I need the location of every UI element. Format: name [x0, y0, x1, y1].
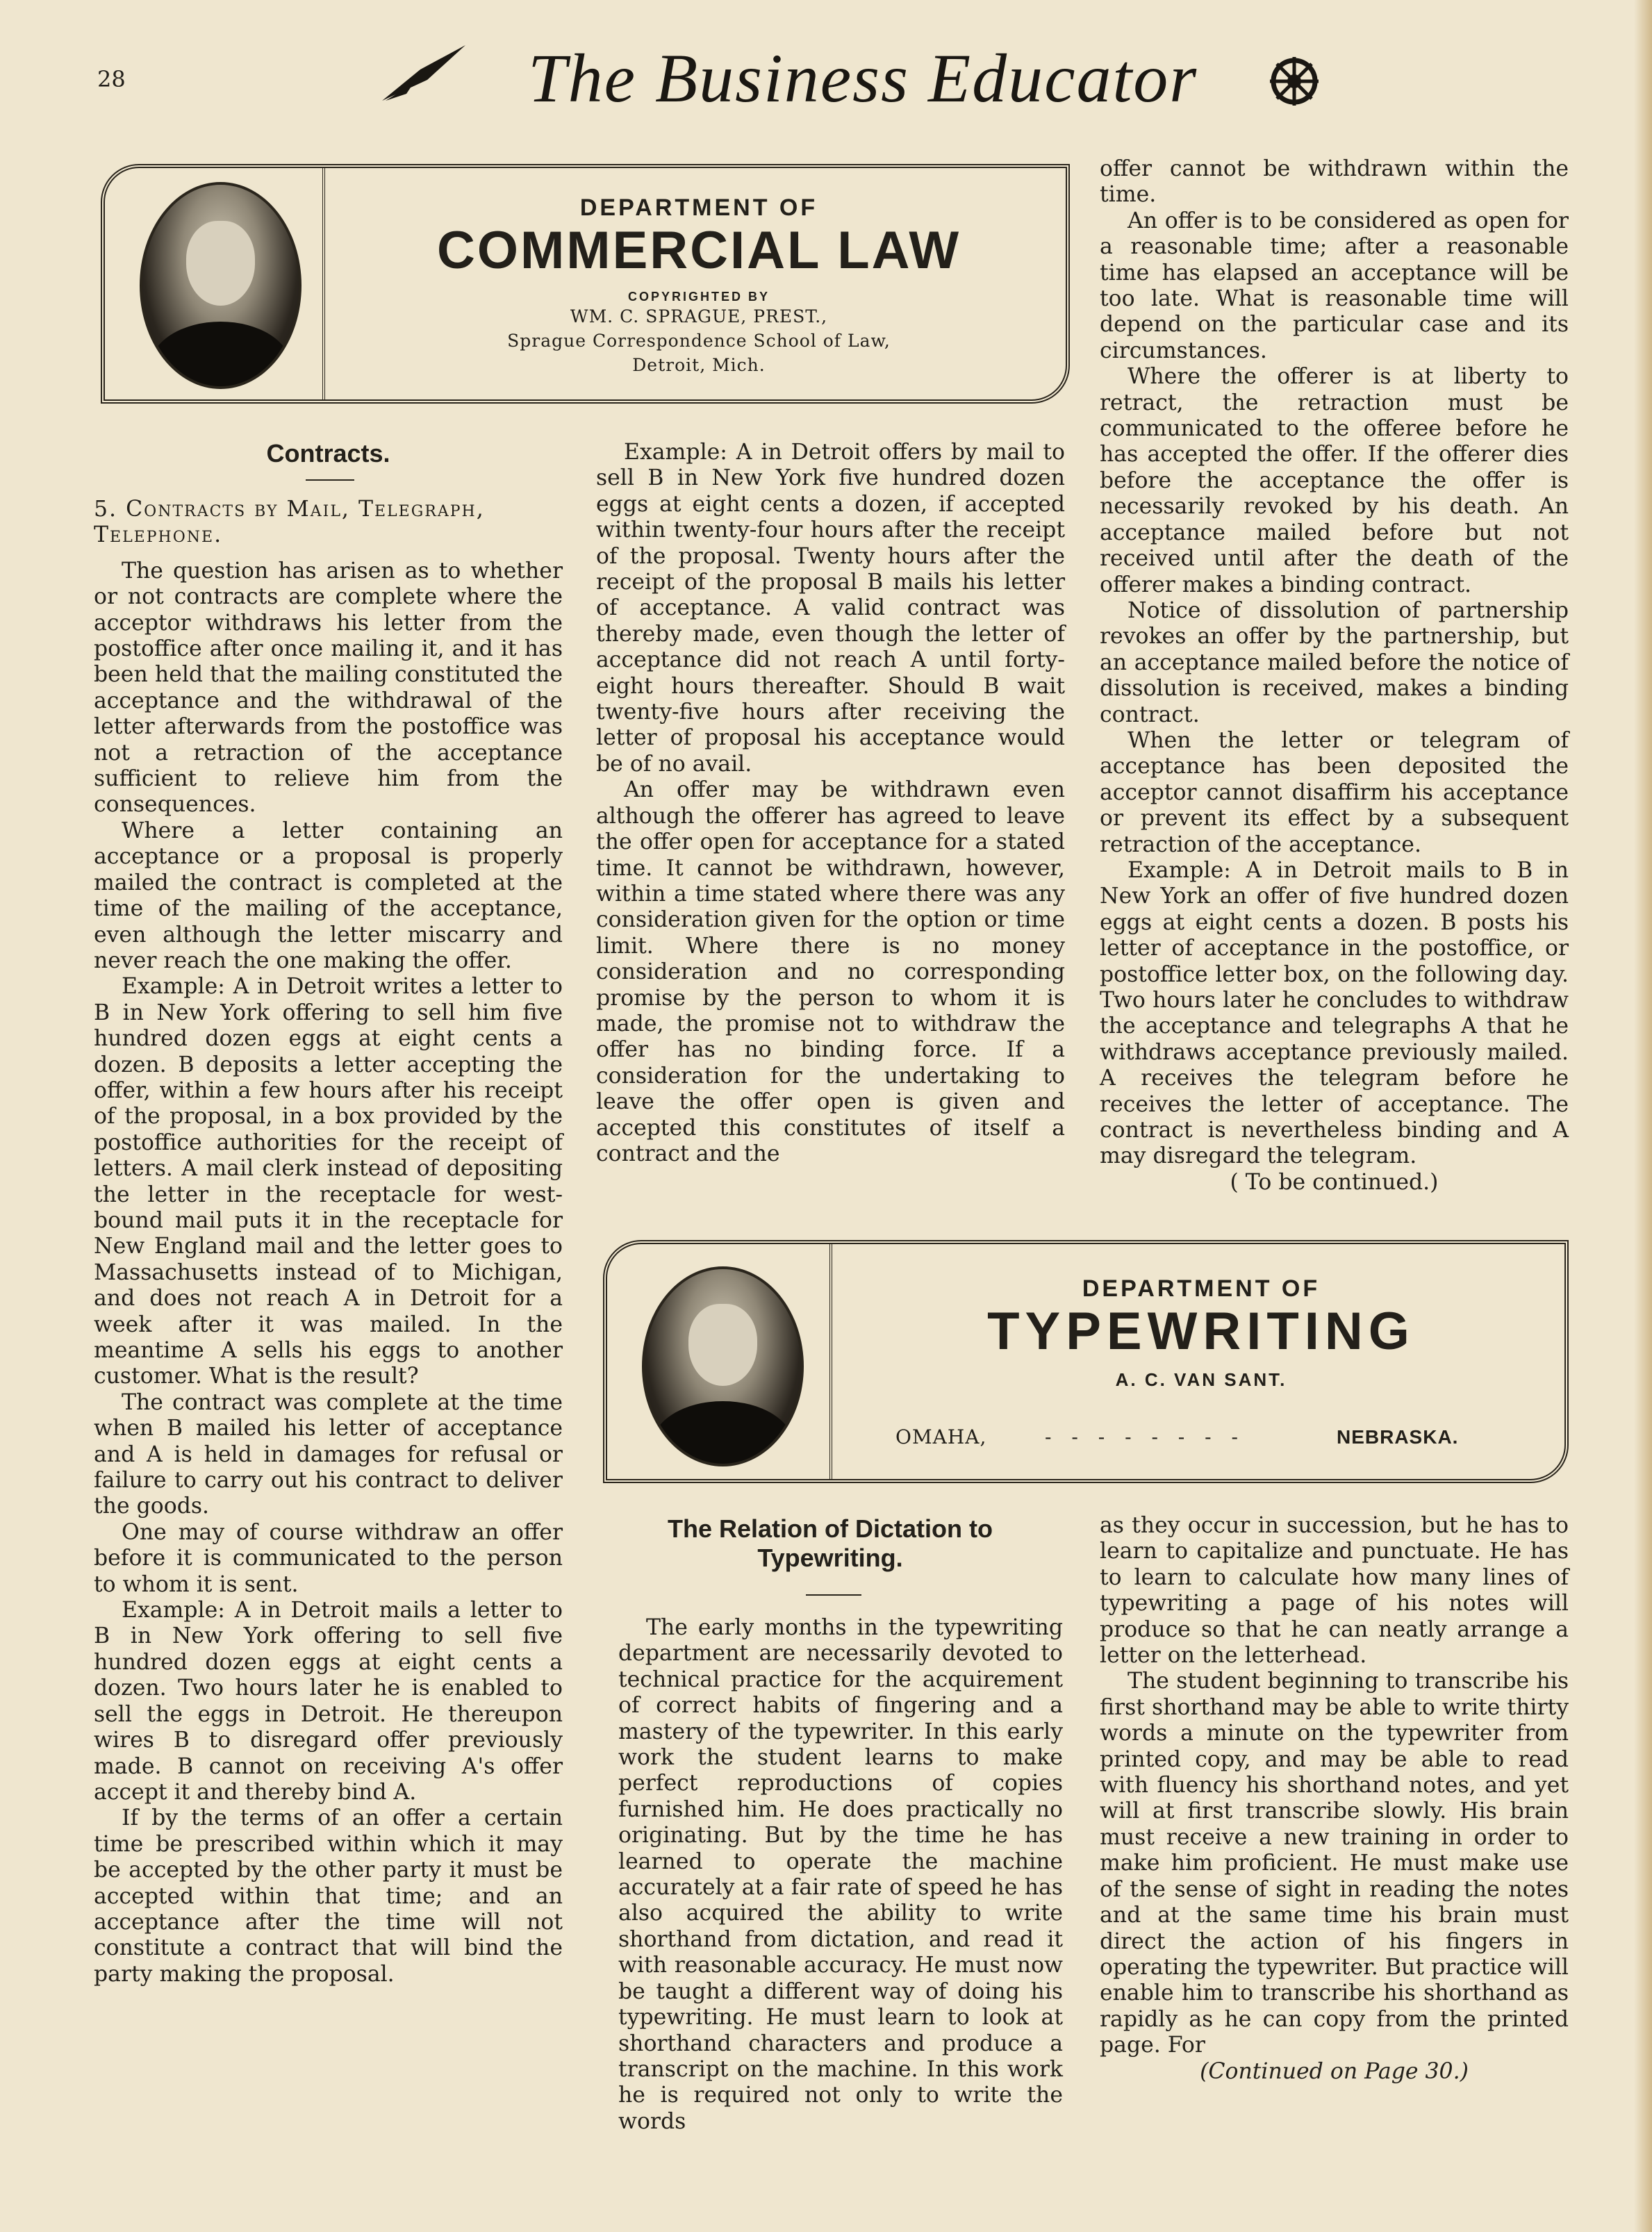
commercial-law-box — [101, 164, 1070, 404]
continued-note: (Continued on Page 30.) — [1200, 2058, 1469, 2084]
portrait-image — [642, 1266, 804, 1466]
dept-label: DEPARTMENT OF — [579, 195, 818, 221]
contracts-column-3 — [1100, 156, 1569, 1196]
paragraph: If by the terms of an offer a certain time be prescribed within which it may be accepted by the other party it must be accepted within that time; and an acceptance after the time will not constitute a contract that will bind the party making the proposal. — [94, 1805, 563, 1987]
page-number: 28 — [97, 66, 126, 92]
author-line: A. C. VAN SANT. — [1115, 1369, 1287, 1390]
dictation-column-3 — [1100, 1513, 1569, 2085]
dictation-column-2 — [618, 1615, 1063, 2135]
paragraph: Example: A in Detroit offers by mail to sell B in New York five hundred dozen eggs at eight cents a dozen, if accepted within twenty-four hours after the receipt of the proposal. Twenty hours after the receipt of the proposal B mails his letter of acceptance. A valid contract was thereby made, even though the letter of acceptance did not reach A until forty-eight hours thereafter. Should B wait twenty-five hours after receiving the letter of proposal his acceptance would be of no avail. — [596, 440, 1065, 777]
contracts-column-1 — [94, 497, 563, 1987]
author-line: WM. C. SPRAGUE, PREST., — [570, 306, 828, 326]
ornament-icon — [1263, 50, 1325, 113]
paragraph: Where a letter containing an acceptance or a proposal is properly mailed the contract is completed at the time of the mailing of the acceptance, even although the letter miscarry and never reach the one making the offer. — [94, 818, 563, 973]
portrait-image — [140, 182, 302, 389]
dash-leader: - - - - - - - - — [1045, 1425, 1245, 1448]
paragraph: When the letter or telegram of acceptance has been deposited the acceptor cannot disaffirm his acceptance or prevent its effect by a subsequent retraction of the acceptance. — [1100, 727, 1569, 857]
contracts-subhead: 5. Contracts by Mail, Telegraph, Telephone. — [94, 497, 485, 548]
masthead-title: The Business Educator — [528, 40, 1198, 117]
paragraph: Notice of dissolution of partnership revokes an offer by the partnership, but an acceptance mailed before the notice of dissolution is received, makes a binding contract. — [1100, 597, 1569, 727]
quill-icon — [379, 42, 469, 104]
paragraph: Example: A in Detroit writes a letter to B in New York offering to sell him five hundred dozen eggs at eight cents a dozen. B deposits a letter accepting the offer, within a few hours after his receipt of the proposal, in a box provided by the postoffice authorities for the receipt of letters. A mail clerk instead of depositing the letter in the receptacle for west-bound mail puts it in the receptacle for New England mail and the letter goes to Massachusetts instead of to Michigan, and does not reach A in Detroit for a week after it was mailed. In the meantime A sells his eggs to another customer. What is the result? — [94, 974, 563, 1389]
paragraph: Example: A in Detroit mails a letter to B in New York offering to sell five hundred dozen eggs at eight cents a dozen. Two hours later he is enabled to sell the eggs in Detroit. He thereupon wires B to disregard offer previously made. B cannot on receiving A's offer accept it and thereby bind A. — [94, 1598, 563, 1805]
to-be-continued: ( To be continued.) — [1230, 1169, 1439, 1195]
paragraph: The student beginning to transcribe his first shorthand may be able to write thirty words a minute on the typewriter from printed copy, and may be able to read with fluency his shorthand notes, and yet will at first transcribe slowly. His brain must receive a new training in order to make him proficient. He must make use of the sense of sight in reading the notes and at the same time his brain must direct the action of his fingers in operating the typewriter. But practice will enable him to transcribe his shorthand as rapidly as he can copy from the printed page. For — [1100, 1669, 1569, 2058]
paragraph: Where the offerer is at liberty to retract, the retraction must be communicated to the offeree before he has accepted the offer. If the offerer dies before the acceptance the offer is necessarily revoked by his death. An acceptance mailed before but not received until after the death of the offerer makes a binding contract. — [1100, 364, 1569, 597]
city-label: OMAHA, — [895, 1425, 987, 1448]
paragraph: An offer is to be considered as open for a reasonable time; after a reasonable time has elapsed an acceptance will be too late. What is reasonable time will depend on the particular case and its circumstances. — [1100, 208, 1569, 363]
typewriting-box — [603, 1240, 1569, 1483]
state-label: NEBRASKA. — [1337, 1426, 1459, 1448]
paragraph: offer cannot be withdrawn within the time. — [1100, 156, 1569, 208]
paragraph: One may of course withdraw an offer before it is communicated to the person to whom it is sent. — [94, 1519, 563, 1597]
city-line: Detroit, Mich. — [632, 354, 766, 375]
page-edge-shadow — [1634, 0, 1652, 2232]
paragraph: as they occur in succession, but he has to learn to capitalize and punctuate. He has to learn to calculate how many lines of typewriting a page of his notes will produce so that he can neatly arrange a letter on the letterhead. — [1100, 1513, 1569, 1669]
title-rule — [806, 1594, 861, 1596]
contracts-column-2 — [596, 440, 1065, 1167]
contracts-title: Contracts. — [266, 439, 390, 468]
paragraph: Example: A in Detroit mails to B in New York an offer of five hundred dozen eggs at eight cents a dozen. B posts his letter of acceptance in the postoffice, or postoffice letter box, on the following day. Two hours later he concludes to withdraw the acceptance and telegraphs A that he withdraws acceptance previously mailed. A receives the telegram before he receives the letter of acceptance. The contract is nevertheless binding and A may disregard the telegram. — [1100, 857, 1569, 1169]
paragraph: An offer may be withdrawn even although the offerer has agreed to leave the offer open for acceptance for a stated time. It cannot be withdrawn, however, within a time stated where there was any consideration given for the option or time limit. Where there is no money consideration and no corresponding promise by the person to whom it is made, the promise not to withdraw the offer has no binding force. If a consideration for the undertaking to leave the offer open is given and accepted this constitutes of itself a contract and the — [596, 777, 1065, 1166]
title-rule — [306, 479, 354, 481]
paragraph: The early months in the typewriting department are necessarily devoted to technical practice for the acquirement of correct habits of fingering and a mastery of the typewriter. In this early work the student learns to make perfect reproductions of copies furnished him. He does practically no originating. But by the time he has learned to operate the machine accurately at a fair rate of speed he has also acquired the ability to write shorthand from dictation, and read it with reasonable accuracy. He must now be taught a different way of doing his typewriting. He must learn to look at shorthand characters and produce a transcript on the machine. In this work he is required not only to write the words — [618, 1615, 1063, 2134]
dept-title: COMMERCIAL LAW — [436, 221, 961, 280]
paragraph: The question has arisen as to whether or not contracts are complete where the acceptor withdraws his letter from the postoffice after once mailing it, and it has been held that the mailing constituted the acceptance and the withdrawal of the letter afterwards from the postoffice was not a retraction of the acceptance sufficient to relieve him from the consequences. — [94, 558, 563, 818]
school-line: Sprague Correspondence School of Law, — [507, 330, 891, 351]
dictation-title: The Relation of Dictation to Typewriting. — [668, 1514, 993, 1572]
copyright-label: COPYRIGHTED BY — [627, 289, 770, 304]
paragraph: The contract was complete at the time when B mailed his letter of acceptance and A is held in damages for refusal or failure to carry out his contract to deliver the goods. — [94, 1389, 563, 1519]
dept-title: TYPEWRITING — [987, 1302, 1415, 1361]
dept-label: DEPARTMENT OF — [1082, 1275, 1321, 1302]
